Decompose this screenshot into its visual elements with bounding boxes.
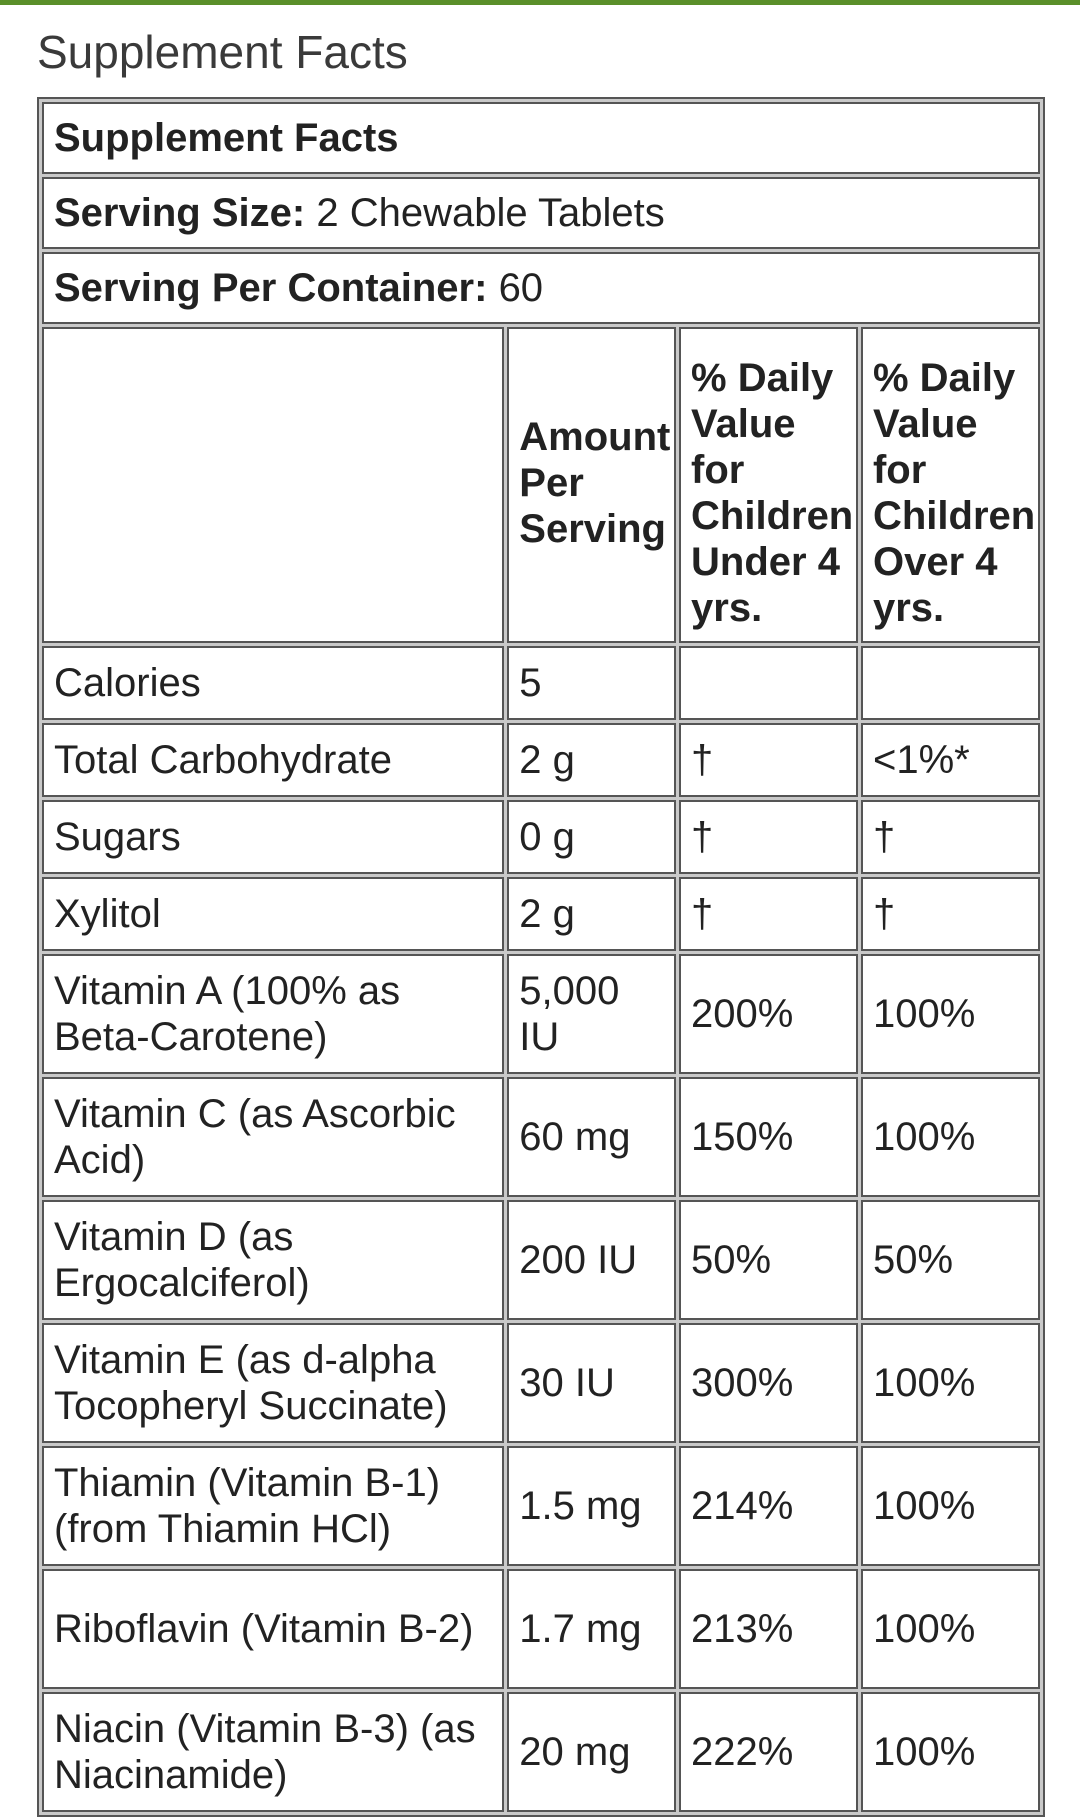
nutrient-dv-under-4: † <box>679 723 858 797</box>
nutrient-dv-under-4: 214% <box>679 1446 858 1566</box>
table-row <box>42 1569 1040 1689</box>
page-title: Supplement Facts <box>37 26 408 78</box>
servings-per-container-row <box>42 252 1040 324</box>
column-header-dv-under-4: % Daily Value for Children Under 4 yrs. <box>679 327 858 643</box>
column-header-amount: Amount Per Serving <box>507 327 676 643</box>
nutrient-amount: 60 mg <box>507 1077 676 1197</box>
nutrient-dv-over-4: <1%* <box>861 723 1040 797</box>
serving-size-row <box>42 177 1040 249</box>
nutrient-dv-over-4: 100% <box>861 1692 1040 1812</box>
nutrient-amount: 1.5 mg <box>507 1446 676 1566</box>
nutrient-name: Xylitol <box>42 877 504 951</box>
nutrient-dv-over-4: † <box>861 877 1040 951</box>
column-header-name <box>42 327 504 643</box>
nutrient-dv-over-4: 100% <box>861 1077 1040 1197</box>
nutrient-amount: 20 mg <box>507 1692 676 1812</box>
nutrient-amount: 1.7 mg <box>507 1569 676 1689</box>
nutrient-dv-over-4: 100% <box>861 954 1040 1074</box>
panel-title-row <box>42 102 1040 174</box>
nutrient-name: Niacin (Vitamin B-3) (as Niacinamide) <box>42 1692 504 1812</box>
nutrient-name: Vitamin C (as Ascorbic Acid) <box>42 1077 504 1197</box>
nutrient-name: Sugars <box>42 800 504 874</box>
panel-title: Supplement Facts <box>42 102 1040 174</box>
nutrient-amount: 5,000 IU <box>507 954 676 1074</box>
nutrient-name: Vitamin D (as Ergocalciferol) <box>42 1200 504 1320</box>
nutrient-dv-under-4: 213% <box>679 1569 858 1689</box>
table-row <box>42 1446 1040 1566</box>
table-row <box>42 877 1040 951</box>
table-row <box>42 1323 1040 1443</box>
nutrient-amount: 5 <box>507 646 676 720</box>
table-row <box>42 800 1040 874</box>
supplement-facts-table <box>37 97 1045 1817</box>
nutrient-dv-under-4: 50% <box>679 1200 858 1320</box>
nutrient-dv-under-4: 200% <box>679 954 858 1074</box>
nutrient-dv-under-4: 300% <box>679 1323 858 1443</box>
nutrient-dv-under-4: 222% <box>679 1692 858 1812</box>
table-row <box>42 723 1040 797</box>
column-header-row <box>42 327 1040 643</box>
table-row <box>42 1692 1040 1812</box>
nutrient-dv-over-4: 100% <box>861 1569 1040 1689</box>
servings-per-container <box>42 252 1040 324</box>
servings-per-container-label: Serving Per Container: <box>54 266 488 310</box>
nutrient-name: Vitamin A (100% as Beta-Carotene) <box>42 954 504 1074</box>
nutrient-amount: 200 IU <box>507 1200 676 1320</box>
nutrient-dv-under-4: 150% <box>679 1077 858 1197</box>
table-row <box>42 646 1040 720</box>
nutrient-dv-over-4: 100% <box>861 1446 1040 1566</box>
top-accent-bar <box>0 0 1080 5</box>
nutrient-dv-under-4 <box>679 646 858 720</box>
servings-per-container-value: 60 <box>498 266 544 310</box>
nutrient-amount: 0 g <box>507 800 676 874</box>
nutrient-amount: 2 g <box>507 877 676 951</box>
nutrient-dv-over-4: 50% <box>861 1200 1040 1320</box>
nutrient-name: Total Carbohydrate <box>42 723 504 797</box>
nutrient-amount: 30 IU <box>507 1323 676 1443</box>
table-row <box>42 954 1040 1074</box>
nutrient-dv-under-4: † <box>679 800 858 874</box>
nutrient-name: Thiamin (Vitamin B-1) (from Thiamin HCl) <box>42 1446 504 1566</box>
table-row <box>42 1200 1040 1320</box>
nutrient-dv-over-4: † <box>861 800 1040 874</box>
nutrient-dv-under-4: † <box>679 877 858 951</box>
column-header-dv-over-4: % Daily Value for Children Over 4 yrs. <box>861 327 1040 643</box>
nutrient-dv-over-4 <box>861 646 1040 720</box>
nutrient-name: Riboflavin (Vitamin B-2) <box>42 1569 504 1689</box>
serving-size-label: Serving Size: <box>54 191 306 235</box>
nutrient-name: Calories <box>42 646 504 720</box>
serving-size-value: 2 Chewable Tablets <box>316 191 665 235</box>
nutrient-amount: 2 g <box>507 723 676 797</box>
nutrient-name: Vitamin E (as d-alpha Tocopheryl Succinate) <box>42 1323 504 1443</box>
table-row <box>42 1077 1040 1197</box>
nutrient-dv-over-4: 100% <box>861 1323 1040 1443</box>
serving-size <box>42 177 1040 249</box>
